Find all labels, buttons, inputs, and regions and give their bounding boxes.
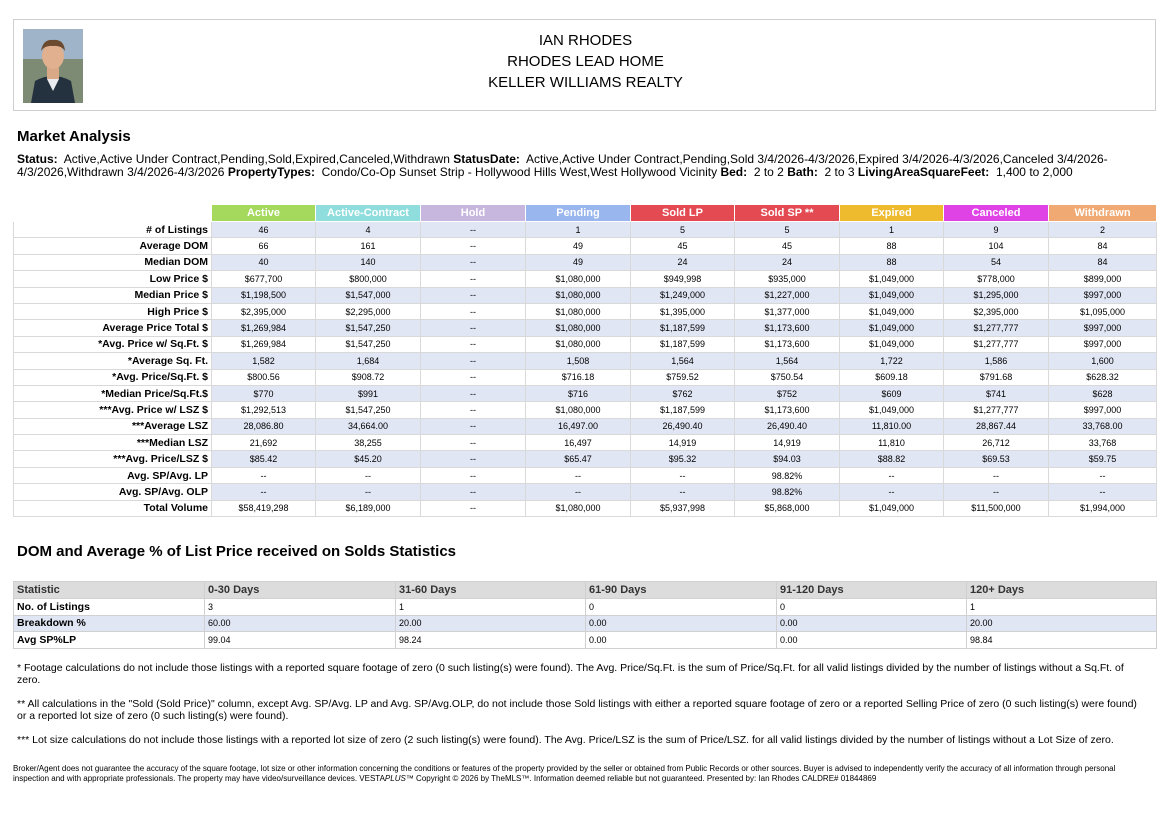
- market-cell: $1,994,000: [1049, 500, 1157, 516]
- market-cell: $1,049,000: [840, 336, 944, 352]
- market-cell: --: [212, 467, 316, 483]
- market-cell: $1,080,000: [526, 271, 631, 287]
- column-header-canceled: Canceled: [944, 205, 1049, 222]
- market-cell: 45: [631, 238, 735, 254]
- market-cell: $609.18: [840, 369, 944, 385]
- dom-column-header: 61-90 Days: [586, 582, 777, 599]
- market-row: [14, 303, 1157, 319]
- market-cell: 1,564: [631, 353, 735, 369]
- market-cell: $1,049,000: [840, 287, 944, 303]
- dom-row-label: Avg SP%LP: [14, 632, 205, 649]
- market-row: [14, 353, 1157, 369]
- market-cell: $1,080,000: [526, 336, 631, 352]
- dom-row-label: No. of Listings: [14, 599, 205, 616]
- market-cell: 98.82%: [735, 467, 840, 483]
- dom-column-header: 31-60 Days: [396, 582, 586, 599]
- market-cell: 11,810: [840, 435, 944, 451]
- market-cell: 1,564: [735, 353, 840, 369]
- market-row: [14, 385, 1157, 401]
- footnote-square-footage: * Footage calculations do not include those listings with a reported square footage of zero (0 such listing(s) were found). The Avg. Price/Sq.Ft. is the sum of Price/Sq.Ft. for all valid listings divided by the number of listings without a Sq.Ft. of zero.: [17, 662, 1124, 686]
- market-header-row: [14, 205, 1157, 222]
- market-cell: --: [421, 287, 526, 303]
- dom-row: [14, 599, 1157, 616]
- filter-label: Bed:: [720, 165, 748, 179]
- footnote-sold-price: ** All calculations in the "Sold (Sold Price)" column, except Avg. SP/Avg. LP and Avg. SP/Avg.OLP, do not include those Sold listings with either a reported square footage of zero or a reported Selling Price of zero (0 such listing(s) were found) or a reported lot size of zero (0 such listing(s) were found).: [17, 698, 1137, 722]
- disclaimer-copyright: ™ Copyright © 2026 by TheMLS™. Information deemed reliable but not guaranteed. Presented by: Ian Rhodes CALDRE# 01844869: [405, 774, 877, 783]
- market-cell: --: [944, 467, 1049, 483]
- market-cell: 140: [316, 254, 421, 270]
- market-cell: $58,419,298: [212, 500, 316, 516]
- market-cell: $1,269,984: [212, 336, 316, 352]
- filter-value: 1,400 to 2,000: [995, 165, 1073, 179]
- market-cell: $908.72: [316, 369, 421, 385]
- market-cell: $1,269,984: [212, 320, 316, 336]
- market-cell: $628.32: [1049, 369, 1157, 385]
- market-cell: --: [421, 500, 526, 516]
- market-cell: $759.52: [631, 369, 735, 385]
- market-cell: $85.42: [212, 451, 316, 467]
- market-analysis-table: [13, 204, 1157, 517]
- market-cell: $800.56: [212, 369, 316, 385]
- market-cell: $1,173,600: [735, 336, 840, 352]
- market-row-label: High Price $: [14, 303, 212, 319]
- market-row-label: Average DOM: [14, 238, 212, 254]
- dom-row: [14, 615, 1157, 632]
- market-cell: --: [631, 467, 735, 483]
- market-cell: 14,919: [735, 435, 840, 451]
- dom-cell: 98.84: [967, 632, 1157, 649]
- market-cell: $1,277,777: [944, 320, 1049, 336]
- market-cell: $59.75: [1049, 451, 1157, 467]
- market-cell: $935,000: [735, 271, 840, 287]
- dom-cell: 0.00: [777, 615, 967, 632]
- market-cell: $95.32: [631, 451, 735, 467]
- market-cell: $1,080,000: [526, 320, 631, 336]
- market-row-label: ***Avg. Price/LSZ $: [14, 451, 212, 467]
- market-cell: 1,722: [840, 353, 944, 369]
- market-cell: --: [421, 451, 526, 467]
- market-cell: 1,508: [526, 353, 631, 369]
- dom-stats-title: DOM and Average % of List Price received on Solds Statistics: [17, 543, 457, 560]
- market-cell: 40: [212, 254, 316, 270]
- market-cell: $800,000: [316, 271, 421, 287]
- market-cell: --: [421, 467, 526, 483]
- market-row-label: *Avg. Price w/ Sq.Ft. $: [14, 336, 212, 352]
- market-cell: --: [421, 402, 526, 418]
- market-cell: 46: [212, 222, 316, 238]
- filter-label: PropertyTypes:: [227, 165, 315, 179]
- market-row: [14, 287, 1157, 303]
- market-cell: 84: [1049, 254, 1157, 270]
- search-criteria: [17, 153, 1147, 179]
- market-cell: $1,377,000: [735, 303, 840, 319]
- market-cell: $88.82: [840, 451, 944, 467]
- market-cell: 33,768: [1049, 435, 1157, 451]
- dom-row: [14, 632, 1157, 649]
- market-row: [14, 451, 1157, 467]
- market-cell: --: [421, 336, 526, 352]
- market-cell: --: [421, 484, 526, 500]
- dom-cell: 20.00: [967, 615, 1157, 632]
- footnote-lot-size: *** Lot size calculations do not include those listings with a reported lot size of zero (2 such listing(s) were found). The Avg. Price/LSZ is the sum of Price/LSZ. for all valid listings divided by the number of listings without a Lot Size of zero.: [17, 734, 1114, 746]
- dom-row-label: Breakdown %: [14, 615, 205, 632]
- market-cell: --: [840, 484, 944, 500]
- market-cell: --: [526, 484, 631, 500]
- header-corner-cell: [14, 205, 212, 222]
- market-cell: $750.54: [735, 369, 840, 385]
- market-cell: 1,684: [316, 353, 421, 369]
- market-cell: --: [316, 467, 421, 483]
- market-cell: 1,600: [1049, 353, 1157, 369]
- agent-info: [14, 30, 1157, 93]
- market-cell: $65.47: [526, 451, 631, 467]
- market-cell: --: [421, 254, 526, 270]
- market-cell: $752: [735, 385, 840, 401]
- market-row-label: ***Average LSZ: [14, 418, 212, 434]
- column-header-withdrawn: Withdrawn: [1049, 205, 1157, 222]
- market-row-label: *Median Price/Sq.Ft.$: [14, 385, 212, 401]
- disclaimer-brand: PLUS: [384, 774, 406, 783]
- dom-cell: 0.00: [586, 632, 777, 649]
- market-cell: 4: [316, 222, 421, 238]
- market-cell: $1,227,000: [735, 287, 840, 303]
- legal-disclaimer: [13, 764, 1153, 784]
- filter-value: 2 to 3: [824, 165, 855, 179]
- filter-value: Active,Active Under Contract,Pending,Sold 3/4/2026-4/3/2026,Expired 3/4/2026-4/3/2026,Canceled 3/4/2026-4/3/2026,Withdrawn 3/4/2026-4/3/2026: [17, 152, 1108, 179]
- market-cell: $1,049,000: [840, 271, 944, 287]
- market-cell: $1,080,000: [526, 287, 631, 303]
- market-cell: $899,000: [1049, 271, 1157, 287]
- market-cell: $1,080,000: [526, 303, 631, 319]
- dom-column-header: 120+ Days: [967, 582, 1157, 599]
- market-cell: 1,582: [212, 353, 316, 369]
- dom-cell: 3: [205, 599, 396, 616]
- market-cell: $791.68: [944, 369, 1049, 385]
- market-cell: $2,395,000: [944, 303, 1049, 319]
- market-cell: $1,173,600: [735, 320, 840, 336]
- market-cell: 16,497.00: [526, 418, 631, 434]
- market-row-label: ***Median LSZ: [14, 435, 212, 451]
- market-cell: --: [212, 484, 316, 500]
- market-cell: $1,277,777: [944, 336, 1049, 352]
- market-cell: --: [631, 484, 735, 500]
- market-cell: $1,395,000: [631, 303, 735, 319]
- filter-label: Status:: [17, 152, 58, 166]
- dom-cell: 99.04: [205, 632, 396, 649]
- market-cell: 161: [316, 238, 421, 254]
- market-row: [14, 484, 1157, 500]
- market-cell: $716.18: [526, 369, 631, 385]
- market-cell: $997,000: [1049, 402, 1157, 418]
- market-cell: 34,664.00: [316, 418, 421, 434]
- dom-cell: 20.00: [396, 615, 586, 632]
- market-row-label: ***Avg. Price w/ LSZ $: [14, 402, 212, 418]
- market-cell: $94.03: [735, 451, 840, 467]
- market-cell: $762: [631, 385, 735, 401]
- market-row: [14, 271, 1157, 287]
- column-header-active: Active: [212, 205, 316, 222]
- market-cell: $1,547,250: [316, 320, 421, 336]
- market-cell: 66: [212, 238, 316, 254]
- market-cell: $1,095,000: [1049, 303, 1157, 319]
- market-cell: --: [421, 238, 526, 254]
- market-cell: 1: [526, 222, 631, 238]
- market-cell: --: [526, 467, 631, 483]
- filter-label: LivingAreaSquareFeet:: [857, 165, 990, 179]
- market-row: [14, 369, 1157, 385]
- market-cell: --: [421, 271, 526, 287]
- market-row: [14, 336, 1157, 352]
- market-cell: 98.82%: [735, 484, 840, 500]
- column-header-sold-lp: Sold LP: [631, 205, 735, 222]
- market-cell: --: [421, 385, 526, 401]
- market-cell: 16,497: [526, 435, 631, 451]
- market-cell: --: [1049, 467, 1157, 483]
- market-row: [14, 238, 1157, 254]
- dom-cell: 1: [967, 599, 1157, 616]
- market-row-label: *Average Sq. Ft.: [14, 353, 212, 369]
- market-cell: 104: [944, 238, 1049, 254]
- dom-column-header: 91-120 Days: [777, 582, 967, 599]
- market-cell: $1,292,513: [212, 402, 316, 418]
- market-row: [14, 222, 1157, 238]
- market-cell: --: [421, 222, 526, 238]
- market-cell: $6,189,000: [316, 500, 421, 516]
- market-cell: $1,198,500: [212, 287, 316, 303]
- market-cell: --: [421, 435, 526, 451]
- market-cell: $677,700: [212, 271, 316, 287]
- column-header-active-contract: Active-Contract: [316, 205, 421, 222]
- market-cell: $1,295,000: [944, 287, 1049, 303]
- market-cell: 1: [840, 222, 944, 238]
- market-row-label: Average Price Total $: [14, 320, 212, 336]
- market-cell: $1,547,250: [316, 402, 421, 418]
- market-analysis-title: Market Analysis: [17, 128, 131, 145]
- market-cell: 11,810.00: [840, 418, 944, 434]
- column-header-sold-sp: Sold SP **: [735, 205, 840, 222]
- market-row-label: Avg. SP/Avg. LP: [14, 467, 212, 483]
- market-cell: 33,768.00: [1049, 418, 1157, 434]
- market-cell: 88: [840, 238, 944, 254]
- market-cell: 28,086.80: [212, 418, 316, 434]
- market-cell: --: [316, 484, 421, 500]
- dom-cell: 1: [396, 599, 586, 616]
- market-row: [14, 418, 1157, 434]
- market-cell: $778,000: [944, 271, 1049, 287]
- filter-value: 2 to 2: [753, 165, 784, 179]
- dom-cell: 0: [777, 599, 967, 616]
- market-row-label: Total Volume: [14, 500, 212, 516]
- market-cell: 5: [631, 222, 735, 238]
- market-cell: 88: [840, 254, 944, 270]
- market-row: [14, 320, 1157, 336]
- market-cell: 49: [526, 238, 631, 254]
- agent-name: IAN RHODES: [538, 32, 633, 49]
- market-row-label: # of Listings: [14, 222, 212, 238]
- market-row-label: Avg. SP/Avg. OLP: [14, 484, 212, 500]
- market-cell: $991: [316, 385, 421, 401]
- column-header-hold: Hold: [421, 205, 526, 222]
- dom-cell: 98.24: [396, 632, 586, 649]
- market-row-label: Low Price $: [14, 271, 212, 287]
- team-name: RHODES LEAD HOME: [507, 53, 664, 70]
- market-cell: $1,277,777: [944, 402, 1049, 418]
- market-cell: $1,187,599: [631, 336, 735, 352]
- market-row-label: Median Price $: [14, 287, 212, 303]
- market-row: [14, 402, 1157, 418]
- market-cell: 45: [735, 238, 840, 254]
- market-cell: $770: [212, 385, 316, 401]
- market-cell: $997,000: [1049, 287, 1157, 303]
- market-cell: $1,080,000: [526, 500, 631, 516]
- market-cell: 5: [735, 222, 840, 238]
- market-cell: $2,295,000: [316, 303, 421, 319]
- disclaimer-text: Broker/Agent does not guarantee the accuracy of the square footage, lot size or other information concerning the conditions or features of the property provided by the seller or obtained from Public Records or other sources. Buyer is advised to independently verify the accuracy of all information through personal inspection and with appropriate professionals. The property may have video/surveillance devices. VESTA: [13, 764, 1116, 783]
- market-cell: $949,998: [631, 271, 735, 287]
- market-cell: $997,000: [1049, 320, 1157, 336]
- market-row: [14, 254, 1157, 270]
- market-cell: $2,395,000: [212, 303, 316, 319]
- market-cell: $45.20: [316, 451, 421, 467]
- market-cell: 49: [526, 254, 631, 270]
- market-cell: --: [421, 303, 526, 319]
- market-cell: 54: [944, 254, 1049, 270]
- market-row-label: *Avg. Price/Sq.Ft. $: [14, 369, 212, 385]
- market-cell: 26,490.40: [631, 418, 735, 434]
- column-header-pending: Pending: [526, 205, 631, 222]
- market-cell: 21,692: [212, 435, 316, 451]
- market-cell: $1,249,000: [631, 287, 735, 303]
- market-cell: --: [840, 467, 944, 483]
- filter-value: Active,Active Under Contract,Pending,Sold,Expired,Canceled,Withdrawn: [63, 152, 450, 166]
- market-cell: $741: [944, 385, 1049, 401]
- market-cell: 24: [735, 254, 840, 270]
- market-cell: $1,049,000: [840, 500, 944, 516]
- market-cell: $11,500,000: [944, 500, 1049, 516]
- market-cell: $5,937,998: [631, 500, 735, 516]
- market-cell: $5,868,000: [735, 500, 840, 516]
- market-cell: $1,173,600: [735, 402, 840, 418]
- market-cell: $609: [840, 385, 944, 401]
- dom-column-header: 0-30 Days: [205, 582, 396, 599]
- market-cell: --: [421, 369, 526, 385]
- market-cell: 26,490.40: [735, 418, 840, 434]
- market-cell: --: [421, 320, 526, 336]
- market-cell: 1,586: [944, 353, 1049, 369]
- market-cell: $1,547,000: [316, 287, 421, 303]
- market-cell: 84: [1049, 238, 1157, 254]
- market-cell: --: [1049, 484, 1157, 500]
- column-header-expired: Expired: [840, 205, 944, 222]
- market-row-label: Median DOM: [14, 254, 212, 270]
- market-cell: $1,547,250: [316, 336, 421, 352]
- market-cell: 9: [944, 222, 1049, 238]
- market-cell: 28,867.44: [944, 418, 1049, 434]
- filter-label: Bath:: [787, 165, 818, 179]
- market-cell: $716: [526, 385, 631, 401]
- market-cell: 14,919: [631, 435, 735, 451]
- market-row: [14, 435, 1157, 451]
- market-cell: $1,049,000: [840, 303, 944, 319]
- market-cell: $1,187,599: [631, 320, 735, 336]
- dom-cell: 0: [586, 599, 777, 616]
- market-cell: $628: [1049, 385, 1157, 401]
- dom-column-header: Statistic: [14, 582, 205, 599]
- market-cell: $1,080,000: [526, 402, 631, 418]
- market-cell: $1,187,599: [631, 402, 735, 418]
- agent-header: [13, 19, 1156, 111]
- market-cell: 38,255: [316, 435, 421, 451]
- market-cell: 24: [631, 254, 735, 270]
- filter-label: StatusDate:: [453, 152, 520, 166]
- dom-cell: 0.00: [586, 615, 777, 632]
- market-cell: 26,712: [944, 435, 1049, 451]
- market-row: [14, 500, 1157, 516]
- market-cell: $1,049,000: [840, 320, 944, 336]
- dom-header-row: [14, 582, 1157, 599]
- brokerage-name: KELLER WILLIAMS REALTY: [488, 74, 683, 91]
- dom-stats-table: [13, 581, 1157, 649]
- dom-cell: 0.00: [777, 632, 967, 649]
- market-row: [14, 467, 1157, 483]
- market-cell: $997,000: [1049, 336, 1157, 352]
- market-cell: $69.53: [944, 451, 1049, 467]
- market-cell: 2: [1049, 222, 1157, 238]
- market-cell: --: [944, 484, 1049, 500]
- market-cell: $1,049,000: [840, 402, 944, 418]
- market-cell: --: [421, 353, 526, 369]
- market-cell: --: [421, 418, 526, 434]
- dom-cell: 60.00: [205, 615, 396, 632]
- filter-value: Condo/Co-Op Sunset Strip - Hollywood Hills West,West Hollywood Vicinity: [321, 165, 718, 179]
